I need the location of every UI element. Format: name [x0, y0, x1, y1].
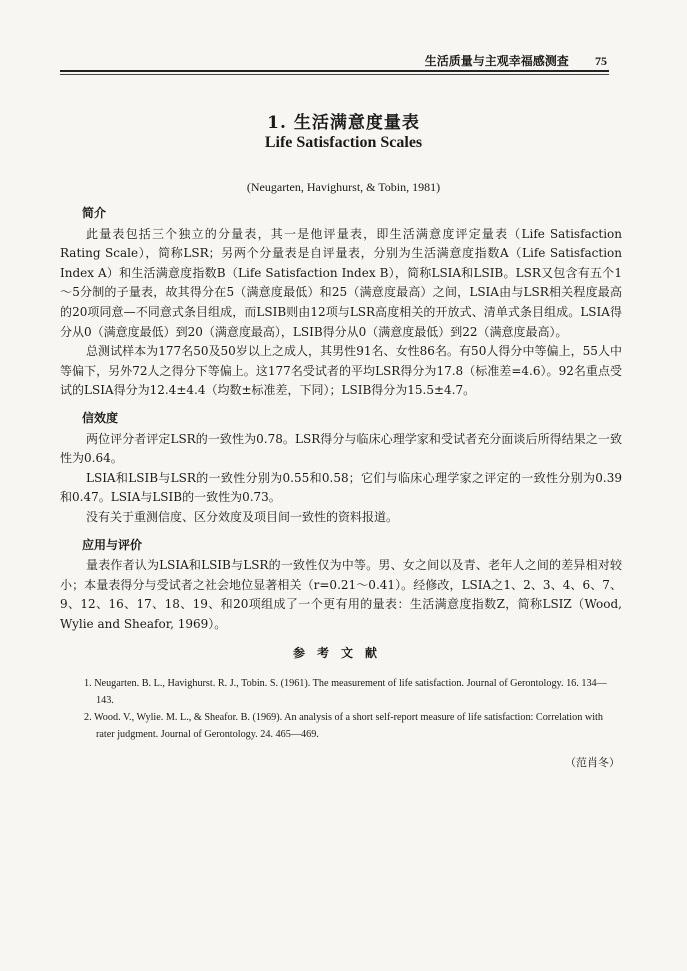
- section-heading-intro: 简介: [82, 206, 107, 220]
- main-content: [60, 204, 622, 773]
- header-rule: [60, 70, 609, 72]
- reference-item: 1. Neugarten. B. L., Havighurst. R. J., Tobin. S. (1961). The measurement of life satisfaction. Journal of Gerontology. 16. 134—143.: [84, 678, 607, 706]
- title-english: Life Satisfaction Scales: [264, 134, 423, 151]
- section-heading-reliability: 信效度: [82, 410, 119, 425]
- page-number: 75: [595, 54, 607, 68]
- reliability-paragraph-2: LSIA和LSIB与LSR的一致性分别为0.55和0.58；它们与临床心理学家之评定的一致性分别为0.39和0.47。LSIA与LSIB的一致性为0.73。: [60, 470, 622, 505]
- intro-paragraph-1: 此量表包括三个独立的分量表，其一是他评量表，即生活满意度评定量表（Life Satisfaction Rating Scale），简称LSR；另两个分量表是自评量表，分别为生活满意度指数A（Life Satisfaction Index A）和生活满意度指数B（Life Satisfaction Index B），简称LSIA和LSIB。LSR又包含有五个1～5分制的子量表，故其得分在5（满意度最低）和25（满意度最高）之间，LSIA由与LSR相关程度最高的20项同意—不同意式条目组成，而LSIB则由12项与LSR高度相关的开放式、清单式条目组成。LSIA得分从0（满意度最低）到20（满意度最高），LSIB得分从0（满意度最低）到22（满意度最高）。: [60, 226, 622, 339]
- intro-paragraph-2: 总测试样本为177名50及50岁以上之成人，其男性91名、女性86名。有50人得分中等偏上，55人中等偏下，另外72人之得分下等偏上。这177名受试者的平均LSR得分为17.8（标准差=4.6）。92名重点受试的LSIA得分为12.4±4.4（均数±标准差，下同）；LSIB得分为15.5±4.7。: [60, 344, 622, 398]
- running-head-title: 生活质量与主观幸福感测查: [424, 54, 569, 68]
- reliability-paragraph-1: 两位评分者评定LSR的一致性为0.78。LSR得分与临床心理学家和受试者充分面谈后所得结果之一致性为0.64。: [60, 431, 622, 466]
- section-gap: [60, 528, 622, 536]
- authors-citation: (Neugarten, Havighurst, & Tobin, 1981): [246, 180, 441, 194]
- section-heading-application: 应用与评价: [82, 537, 143, 552]
- references-title: 参考文献: [292, 646, 389, 661]
- header-rule-thin: [60, 74, 609, 75]
- reference-item: 2. Wood. V., Wylie. M. L., & Sheafor. B. (1969). An analysis of a short self-report measure of life satisfaction: Correlation with rater judgment. Journal of Gerontology. 24. 465—469.: [84, 712, 603, 740]
- reliability-paragraph-3: 没有关于重测信度、区分效度及项目间一致性的资料报道。: [86, 509, 399, 524]
- author-signature: （范肖冬）: [565, 756, 620, 770]
- application-paragraph-1: 量表作者认为LSIA和LSIB与LSR的一致性仅为中等。男、女之间以及青、老年人之间的差异相对较小；本量表得分与受试者之社会地位显著相关（r=0.21～0.41）。经修改，LSIA之1、2、3、4、6、7、9、12、16、17、18、19、和20项组成了一个更有用的量表：生活满意度指数Z，简称LSIZ（Wood, Wylie and Sheafor, 1969）。: [60, 558, 622, 631]
- section-gap: [60, 401, 622, 409]
- title-chinese: 1. 生活满意度量表: [267, 113, 420, 133]
